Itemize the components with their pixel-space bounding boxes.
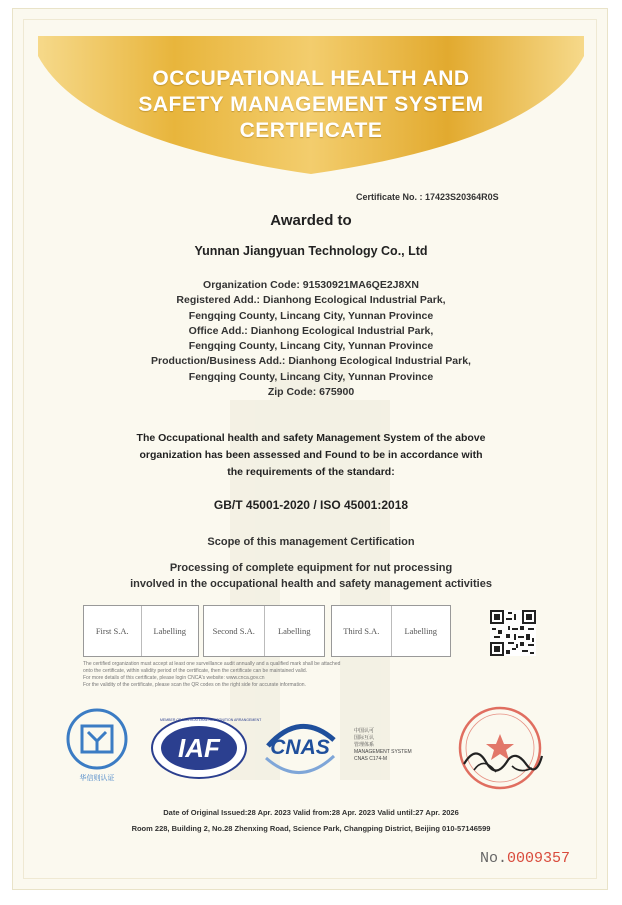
surveillance-label: First S.A. — [95, 626, 129, 636]
certificate-number-value: 17423S20364R0S — [425, 192, 499, 202]
certification-body-logo — [66, 708, 128, 782]
issuer-address: Room 228, Building 2, No.28 Zhenxing Road, Science Park, Changping District, Beijing 010-57146599 — [131, 824, 491, 833]
title-line-1: OCCUPATIONAL HEALTH AND — [152, 67, 470, 90]
scope-line: involved in the occupational health and safety management activities — [130, 578, 492, 590]
certification-body-emblem-icon — [66, 708, 128, 770]
surveillance-label: Second S.A. — [212, 626, 255, 636]
title-line-2: SAFETY MANAGEMENT SYSTEM — [138, 93, 484, 116]
cnas-caption-line: MANAGEMENT SYSTEM — [354, 749, 412, 755]
scope-text — [0, 560, 622, 592]
scope-line: Processing of complete equipment for nut processing — [169, 562, 453, 574]
detail-line: Fengqing County, Lincang City, Yunnan Province — [188, 340, 434, 353]
fine-print-line: For more details of this certificate, please login CNCA's website: www.cnca.gov.cn — [83, 675, 265, 681]
fine-print-line: For the validity of the certificate, please scan the QR codes on the right side for accurate information. — [83, 682, 306, 688]
statement-line: organization has been assessed and Found to be in accordance with — [139, 449, 483, 461]
fine-print-line: The certified organization must accept at least one surveillance audit annually and a qualified mark shall be attached — [83, 661, 341, 667]
surveillance-box-third — [331, 605, 451, 657]
certification-body-caption: 华信则认证 — [79, 775, 115, 782]
cnas-caption-line: CNAS C174-M — [354, 756, 388, 762]
conformity-statement — [0, 430, 622, 481]
fine-print — [83, 661, 483, 689]
detail-line: Zip Code: 675900 — [267, 386, 355, 399]
detail-line: Organization Code: 91530921MA6QE2J8XN — [203, 279, 419, 291]
statement-line: The Occupational health and safety Management System of the above — [136, 432, 486, 444]
surveillance-stamp-area: Labelling — [141, 606, 199, 656]
serial-prefix: No. — [480, 850, 508, 867]
detail-line: Fengqing County, Lincang City, Yunnan Province — [188, 309, 434, 322]
cnas-caption-line: 中国认可 — [354, 728, 375, 734]
awarded-to-heading: Awarded to — [270, 212, 352, 229]
cnas-logo — [260, 716, 340, 780]
surveillance-box-first — [83, 605, 199, 657]
detail-line: Production/Business Add.: Dianhong Ecological Industrial Park, — [151, 355, 471, 368]
iaf-logo — [150, 716, 262, 780]
scope-heading: Scope of this management Certification — [207, 536, 415, 548]
serial-number — [480, 850, 570, 867]
iaf-ring-text: MEMBER OF MULTILATERAL RECOGNITION ARRANGEMENT — [160, 718, 262, 722]
serial-value: 0009357 — [507, 850, 571, 867]
iaf-logo-text: IAF — [178, 733, 220, 763]
title-banner — [38, 36, 584, 176]
standard-reference: GB/T 45001-2020 / ISO 45001:2018 — [213, 498, 409, 512]
statement-line: the requirements of the standard: — [227, 466, 395, 478]
detail-line: Registered Add.: Dianhong Ecological Industrial Park, — [176, 294, 446, 307]
fine-print-line: onto the certificate, within validity period of the certificate, then the certificate can be maintained valid. — [83, 668, 308, 674]
cnas-caption-line: 国际互认 — [354, 735, 375, 741]
cnas-caption-line: 管理体系 — [354, 742, 375, 748]
certificate-number-label: Certificate No. : — [356, 192, 423, 202]
surveillance-box-second — [203, 605, 325, 657]
detail-line: Office Add.: Dianhong Ecological Industrial Park, — [188, 324, 434, 337]
detail-line: Fengqing County, Lincang City, Yunnan Province — [188, 370, 434, 383]
qr-code[interactable] — [490, 610, 536, 656]
certificate-number — [356, 192, 499, 202]
title-line-3: CERTIFICATE — [239, 119, 383, 142]
cnas-caption — [354, 728, 434, 763]
organization-details — [0, 278, 622, 400]
cnas-logo-text: CNAS — [270, 736, 330, 759]
surveillance-stamp-area: Labelling — [264, 606, 325, 656]
company-name: Yunnan Jiangyuan Technology Co., Ltd — [194, 244, 428, 258]
company-seal — [456, 704, 544, 792]
validity-dates: Date of Original Issued:28 Apr. 2023 Valid from:28 Apr. 2023 Valid until:27 Apr. 2026 — [163, 808, 459, 817]
surveillance-label: Third S.A. — [343, 626, 380, 636]
certificate-title — [38, 66, 584, 144]
surveillance-stamp-area: Labelling — [391, 606, 451, 656]
